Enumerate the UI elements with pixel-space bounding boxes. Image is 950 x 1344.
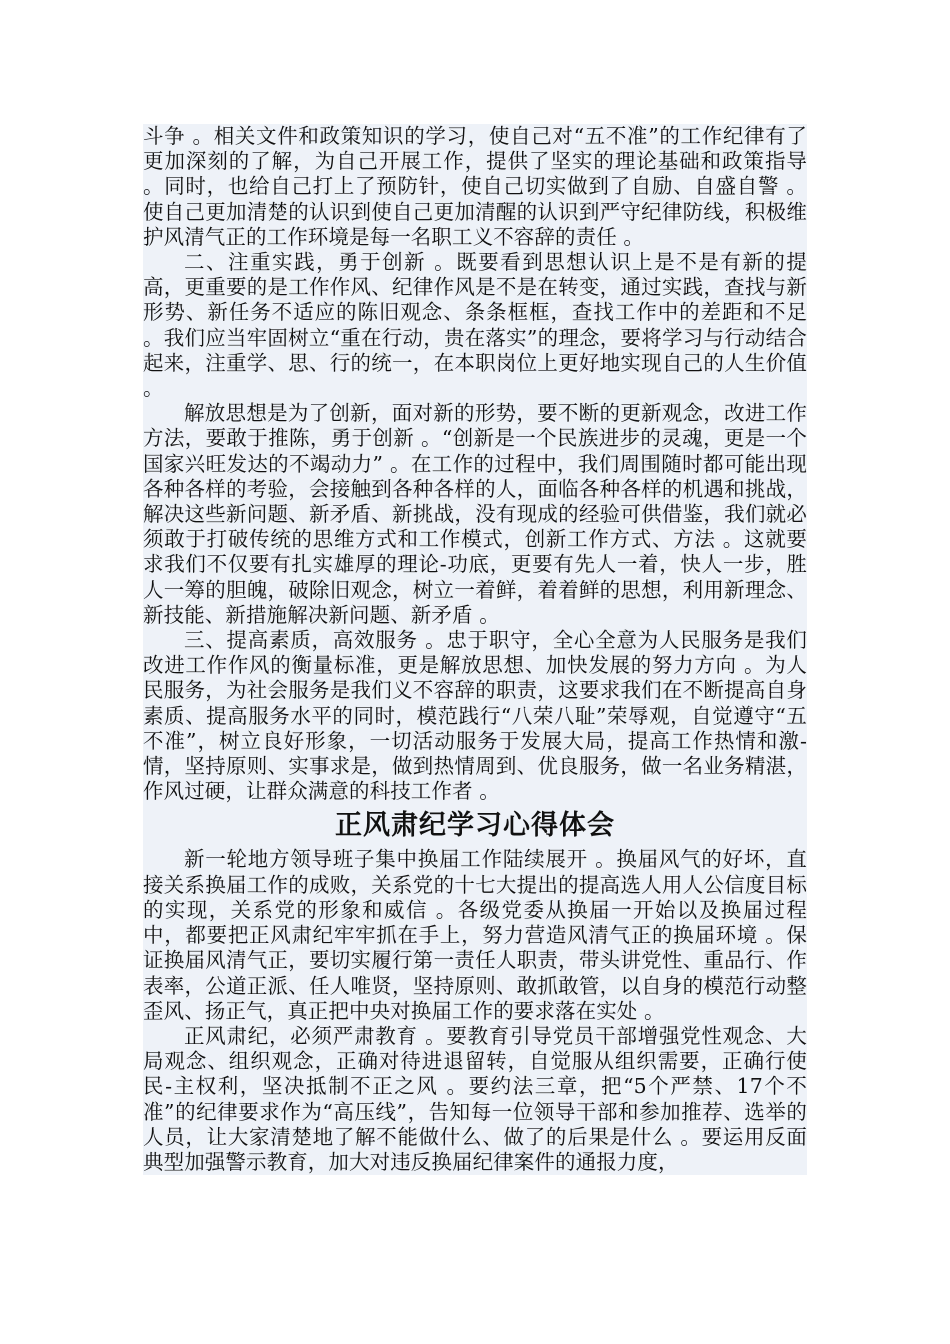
section-title: 正风肃纪学习心得体会 <box>335 810 615 842</box>
paragraph-6: 正风肃纪，必须严肃教育 。要教育引导党员干部增强党性观念、大局观念、组织观念，正确对待进退留转，自觉服从组织需要，正确行使民-主权利，坚决抵制不正之风 。要约法三章，把“5个严禁、17个不准”的纪律要求作为“高压线”，告知每一位领导干部和参加推荐、选举的人员，让大家清楚地了解不能做什么、做了的后果是什么 。要运用反面典型加强警示教育，加大对违反换届纪律案件的通报力度， <box>143 1023 807 1174</box>
document-page <box>143 124 807 1175</box>
paragraph-3: 解放思想是为了创新，面对新的形势，要不断的更新观念，改进工作方法，要敢于推陈，勇于创新 。“创新是一个民族进步的灵魂，更是一个国家兴旺发达的不竭动力” 。在工作的过程中，我们周围随时都可能出现各种各样的考验，会接触到各种各样的人，面临各种各样的机遇和挑战，解决这些新问题、新矛盾、新挑战，没有现成的经验可供借鉴，我们就必须敢于打破传统的思维方式和工作模式，创新工作方式、方法 。这就要求我们不仅要有扎实雄厚的理论-功底，更要有先人一着，快人一步，胜人一筹的胆魄，破除旧观念，树立一着鲜，着着鲜的思想，利用新理念、新技能、新措施解决新问题、新矛盾 。 <box>143 401 807 627</box>
paragraph-5: 新一轮地方领导班子集中换届工作陆续展开 。换届风气的好坏，直接关系换届工作的成败，关系党的十七大提出的提高选人用人公信度目标的实现，关系党的形象和威信 。各级党委从换届一开始以及换届过程中，都要把正风肃纪牢牢抓在手上，努力营造风清气正的换届环境 。保证换届风清气正，要切实履行第一责任人职责，带头讲党性、重品行、作表率，公道正派、任人唯贤，坚持原则、敢抓敢管，以自身的模范行动整歪风、扬正气，真正把中央对换届工作的要求落在实处 。 <box>143 847 807 1023</box>
paragraph-4: 三、提高素质，高效服务 。忠于职守，全心全意为人民服务是我们改进工作作风的衡量标准，更是解放思想、加快发展的努力方向 。为人民服务，为社会服务是我们义不容辞的职责，这要求我们在不断提高自身素质、提高服务水平的同时，模范践行“八荣八耻”荣辱观，自觉遵守“五不准”，树立良好形象，一切活动服务于发展大局，提高工作热情和激-情，坚持原则、实事求是，做到热情周到、优良服务，做一名业务精湛，作风过硬，让群众满意的科技工作者 。 <box>143 628 807 804</box>
paragraph-1: 斗争 。相关文件和政策知识的学习，使自己对“五不准”的工作纪律有了更加深刻的了解，为自己开展工作，提供了坚实的理论基础和政策指导 。同时，也给自己打上了预防针，使自己切实做到了自励、自盛自警 。使自己更加清楚的认识到使自己更加清醒的认识到严守纪律防线，积极维护风清气正的工作环境是每一名职工义不容辞的责任 。 <box>143 124 807 249</box>
paragraph-2: 二、注重实践，勇于创新 。既要看到思想认识上是不是有新的提高，更重要的是工作作风、纪律作风是不是在转变，通过实践，查找与新形势、新任务不适应的陈旧观念、条条框框，查找工作中的差距和不足 。我们应当牢固树立“重在行动，贵在落实”的理念，要将学习与行动结合起来，注重学、思、行的统一，在本职岗位上更好地实现自己的人生价值 。 <box>143 250 807 401</box>
